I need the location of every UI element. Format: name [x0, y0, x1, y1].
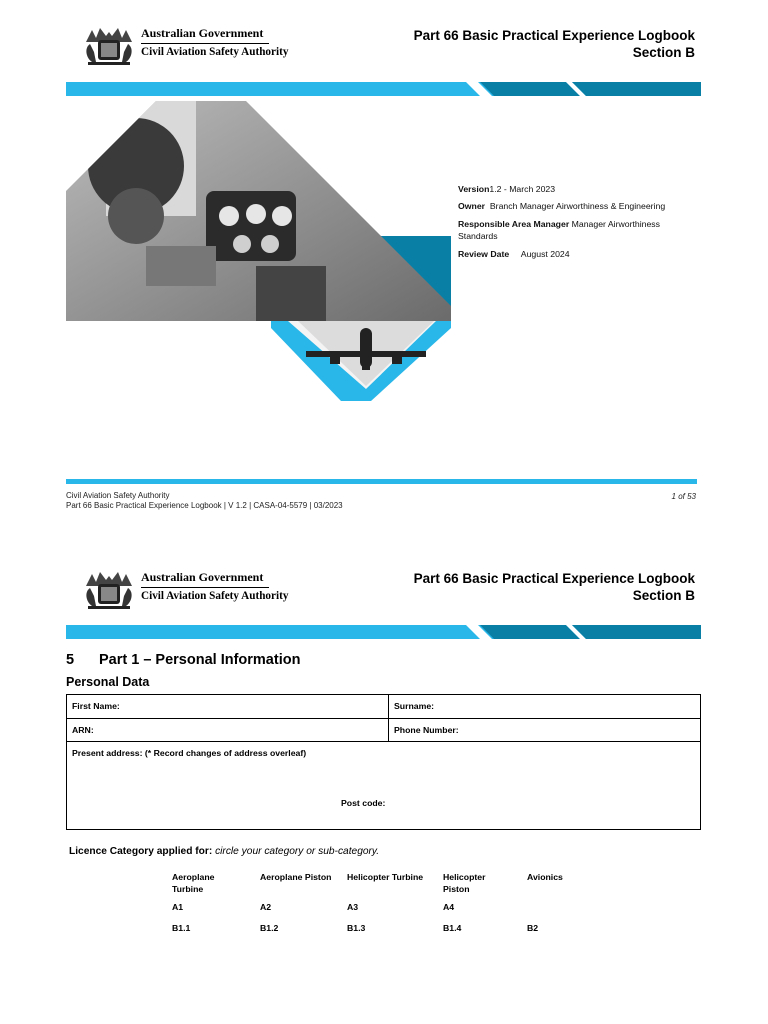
address-field[interactable]: [67, 742, 701, 830]
version-label: Version: [458, 184, 490, 194]
document-title: [414, 27, 695, 61]
responsible-manager-row: [458, 218, 698, 242]
category-a4[interactable]: A4: [443, 902, 455, 912]
review-date-row: [458, 248, 570, 260]
postcode-label: Post code:: [341, 798, 386, 808]
licence-category-instruction: [69, 846, 379, 857]
category-b1-3[interactable]: B1.3: [347, 923, 366, 933]
category-b2[interactable]: B2: [527, 923, 539, 933]
logo-divider: [141, 587, 269, 588]
responsible-manager-label: Responsible Area Manager: [458, 219, 570, 229]
category-header-aeroplane-turbine: Aeroplane Turbine: [172, 872, 215, 894]
casa-logo: [80, 22, 289, 68]
review-date-label: Review Date: [458, 249, 510, 259]
document-title-line1: Part 66 Basic Practical Experience Logbook: [413, 571, 695, 586]
header-stripe: [66, 82, 701, 96]
coat-of-arms-icon: [80, 566, 138, 612]
review-date-value: August 2024: [520, 249, 570, 259]
owner-value: Branch Manager Airworthiness & Engineering: [489, 201, 666, 211]
document-title-line2: Section B: [632, 45, 695, 60]
surname-field[interactable]: [389, 695, 701, 719]
cockpit-photo: [66, 96, 451, 321]
logo-divider: [141, 43, 269, 44]
licence-category-label: Licence Category applied for:: [69, 846, 213, 857]
document-title-line2: Section B: [632, 588, 695, 603]
category-header-helicopter-piston: Helicopter Piston: [443, 872, 486, 894]
category-a1[interactable]: A1: [172, 902, 184, 912]
document-title-line1: Part 66 Basic Practical Experience Logbook: [413, 28, 695, 43]
category-b1-4[interactable]: B1.4: [443, 923, 462, 933]
address-label: Present address: (* Record changes of address overleaf): [72, 748, 307, 758]
category-header-avionics: Avionics: [527, 872, 563, 882]
footer-document-ref: Part 66 Basic Practical Experience Logbook | V 1.2 | CASA-04-5579 | 03/2023: [66, 501, 343, 510]
owner-row: [458, 200, 665, 212]
first-name-label: First Name:: [72, 701, 120, 711]
section-number: 5: [66, 652, 75, 668]
footer-text: [66, 491, 343, 511]
cover-artwork: [66, 96, 451, 406]
arn-label: ARN:: [72, 725, 94, 735]
authority-name: Civil Aviation Safety Authority: [141, 46, 289, 58]
responsible-manager-value-2: Standards: [458, 231, 498, 241]
category-b1-2[interactable]: B1.2: [260, 923, 279, 933]
version-value: 1.2 - March 2023: [489, 184, 556, 194]
category-a3[interactable]: A3: [347, 902, 359, 912]
arn-field[interactable]: [67, 719, 389, 742]
surname-label: Surname:: [394, 701, 435, 711]
authority-name: Civil Aviation Safety Authority: [141, 590, 289, 602]
responsible-manager-value: Manager Airworthiness: [571, 219, 660, 229]
document-title-page2: [414, 570, 695, 604]
coat-of-arms-icon: [80, 22, 138, 68]
government-name: Australian Government: [141, 26, 264, 40]
phone-number-label: Phone Number:: [394, 725, 459, 735]
section-title: Part 1 – Personal Information: [99, 652, 301, 668]
footer-rule: [66, 479, 697, 484]
category-header-aeroplane-piston: Aeroplane Piston: [260, 872, 332, 882]
first-name-field[interactable]: [67, 695, 389, 719]
casa-logo-page2: [80, 566, 289, 612]
category-header-helicopter-turbine: Helicopter Turbine: [347, 872, 424, 882]
personal-data-table: [66, 694, 701, 830]
subsection-heading: Personal Data: [66, 675, 150, 689]
header-stripe-page2: [66, 625, 701, 639]
section-heading: [66, 652, 300, 668]
page-number: 1 of 53: [671, 492, 696, 501]
licence-category-hint: circle your category or sub-category.: [215, 846, 380, 857]
government-name: Australian Government: [141, 570, 264, 584]
category-b1-1[interactable]: B1.1: [172, 923, 191, 933]
phone-number-field[interactable]: [389, 719, 701, 742]
footer-organisation: Civil Aviation Safety Authority: [66, 491, 170, 500]
owner-label: Owner: [458, 201, 486, 211]
version-row: [458, 183, 555, 195]
category-a2[interactable]: A2: [260, 902, 272, 912]
